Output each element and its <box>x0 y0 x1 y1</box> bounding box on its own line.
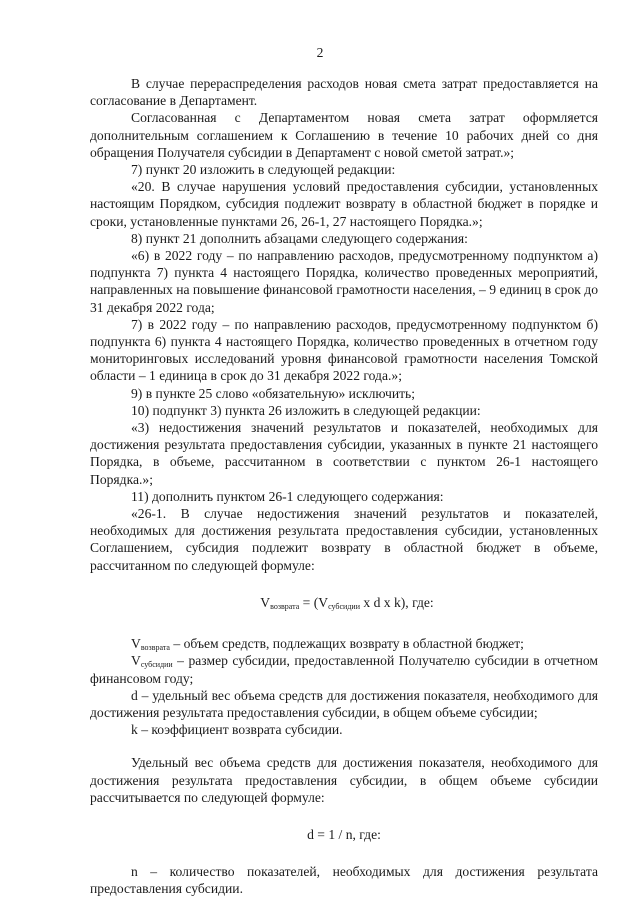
formula-return-volume <box>90 594 598 611</box>
paragraph: 9) в пункте 25 слово «обязательную» исключить; <box>131 385 416 401</box>
definition-symbol: V <box>131 653 141 669</box>
definition-text: – размер субсидии, предоставленной Получателю субсидии в отчетном финансовом году; <box>90 653 598 686</box>
paragraph: 10) подпункт 3) пункта 26 изложить в следующей редакции: <box>131 402 481 418</box>
paragraph: «26-1. В случае недостижения значений результатов и показателей, необходимых для достижения результата предоставления субсидии, установленных Соглашением, субсидия подлежит возврату в областной бюджет в объеме, рассчитанном по следующей формуле: <box>90 506 598 573</box>
formula-text: = (V <box>299 594 329 610</box>
formula-subscript: субсидии <box>328 601 360 611</box>
definition-item: k – коэффициент возврата субсидии. <box>131 722 343 738</box>
definition-subscript: субсидии <box>140 660 173 670</box>
paragraph: 7) пункт 20 изложить в следующей редакции: <box>131 162 396 178</box>
formula-weight: d = 1 / n, где: <box>307 826 381 842</box>
paragraph: Удельный вес объема средств для достижения показателя, необходимого для достижения результата предоставления субсидии, в общем объеме субсидии рассчитывается по следующей формуле: <box>90 755 598 805</box>
formula-subscript: возврата <box>270 601 300 611</box>
definition-item <box>90 652 598 686</box>
paragraph: «3) недостижения значений результатов и показателей, необходимых для достижения результата предоставления субсидии, указанных в пункте 21 настоящего Порядка, в объеме, рассчитанном в соответствии с пунктом 26-1 настоящего Порядка.»; <box>90 420 598 487</box>
paragraph: «6) в 2022 году – по направлению расходов, предусмотренному подпунктом а) подпункта 7) пункта 4 настоящего Порядка, количество проведенных мероприятий, направленных на повышение финансовой грамотности населения, – 9 единиц в срок до 31 декабря 2022 года; <box>90 248 598 315</box>
definition-subscript: возврата <box>140 643 170 653</box>
paragraph: 7) в 2022 году – по направлению расходов, предусмотренному подпунктом б) подпункта 6) пункта 4 настоящего Порядка, количество проведенных в отчетном году мониторинговых исследований уровня финансовой грамотности населения Томской области – 1 единица в срок до 31 декабря 2022 года.»; <box>90 316 598 384</box>
paragraph: 11) дополнить пунктом 26-1 следующего содержания: <box>131 488 444 504</box>
definition-item <box>90 635 598 652</box>
paragraph: n – количество показателей, необходимых для достижения результата предоставления субсидии. <box>90 864 598 897</box>
formula-text: x d x k), где: <box>359 594 434 610</box>
paragraph: В случае перераспределения расходов новая смета затрат предоставляется на согласование в Департамент. <box>90 76 598 109</box>
page-number: 2 <box>316 45 324 60</box>
paragraph: Согласованная с Департаментом новая смета затрат оформляется дополнительным соглашением к Соглашению в течение 10 рабочих дней со дня обращения Получателя субсидии в Департамент с новой сметой затрат.»; <box>90 110 598 160</box>
document-body <box>90 75 598 898</box>
definition-symbol: V <box>131 636 141 652</box>
paragraph: «20. В случае нарушения условий предоставления субсидии, установленных настоящим Порядком, субсидия подлежит возврату в областной бюджет в порядке и сроки, установленные пунктами 26, 26-1, 27 настоящего Порядка.»; <box>90 179 598 229</box>
paragraph: 8) пункт 21 дополнить абзацами следующего содержания: <box>131 230 468 246</box>
definition-item: d – удельный вес объема средств для достижения показателя, необходимого для достижения результата предоставления субсидии, в общем объеме субсидии; <box>90 687 598 720</box>
definition-text: – объем средств, подлежащих возврату в областной бюджет; <box>169 636 524 652</box>
formula-symbol: V <box>260 594 271 610</box>
